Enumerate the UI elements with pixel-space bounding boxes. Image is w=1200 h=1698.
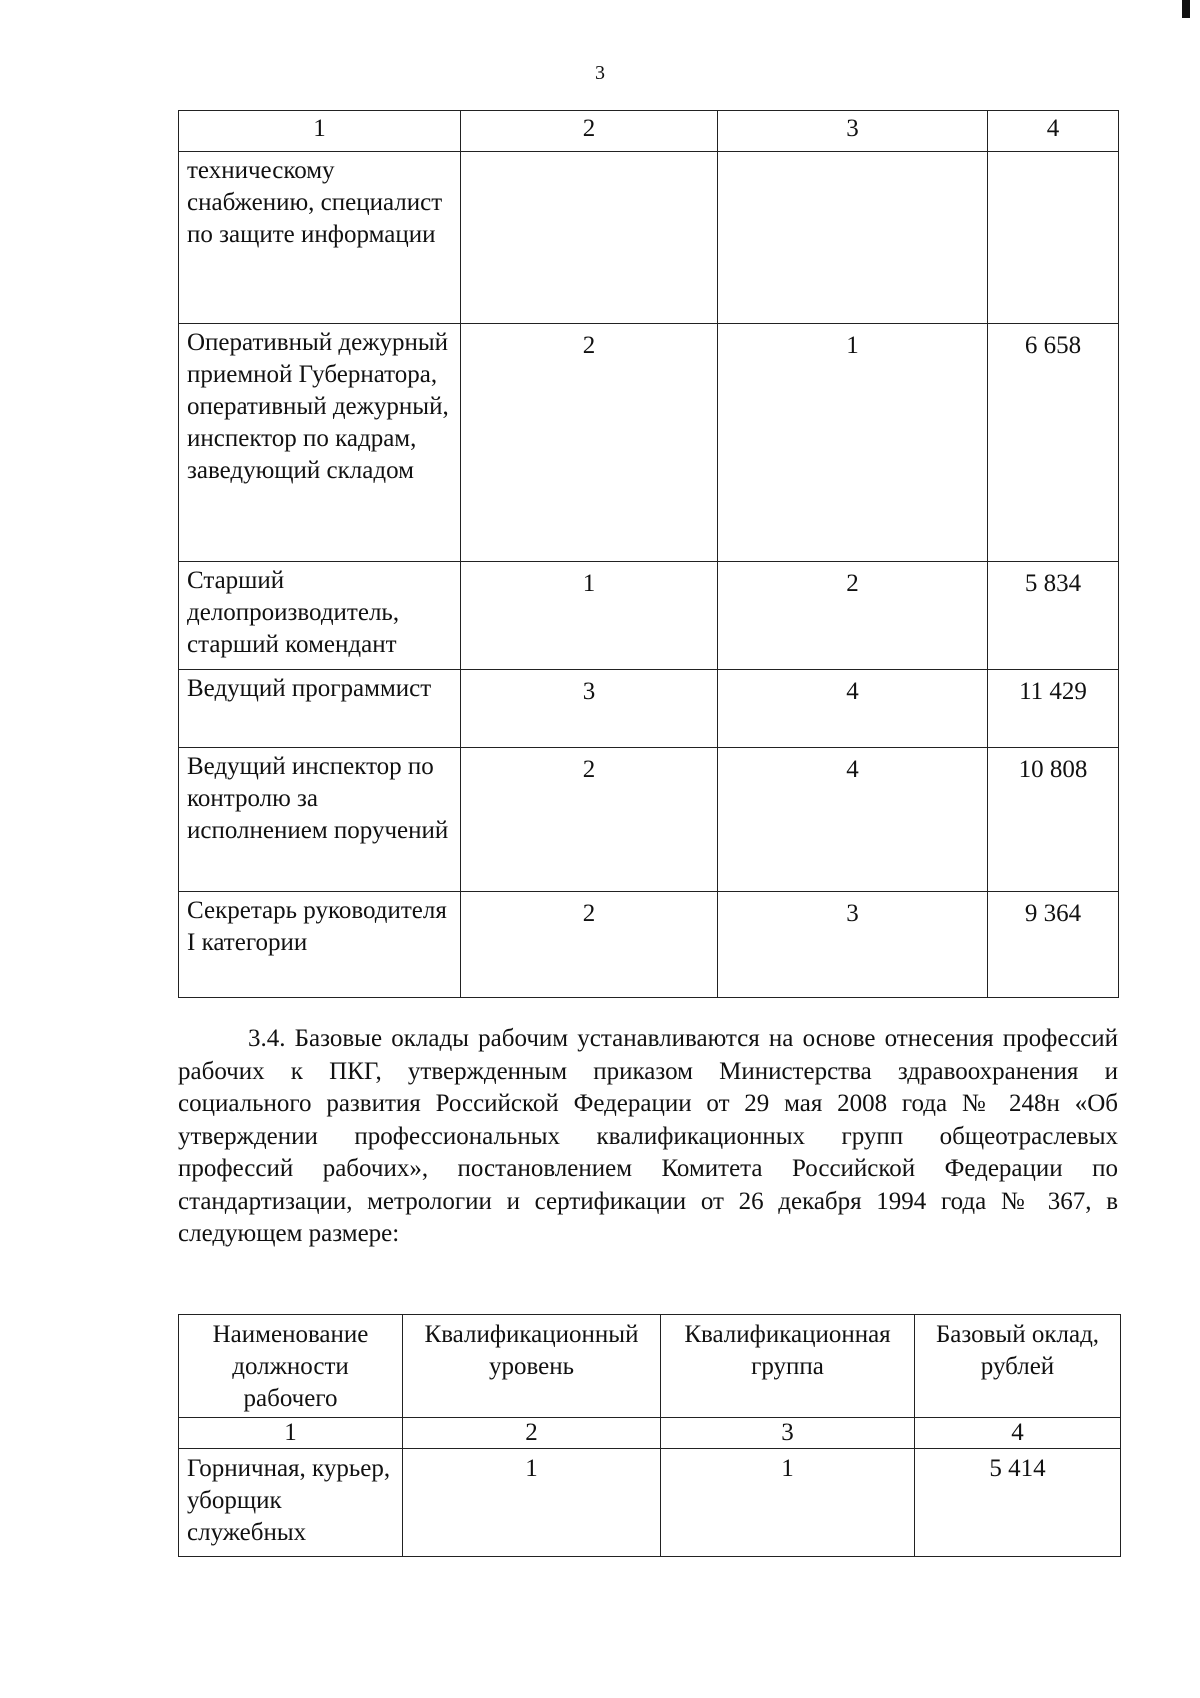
column-number-1: 1 xyxy=(179,111,461,152)
position-name: Секретарь руководителя I категории xyxy=(179,892,461,998)
table-row xyxy=(179,670,1119,748)
column-number-3: 3 xyxy=(718,111,988,152)
position-name: Ведущий инспектор по контролю за исполнением поручений xyxy=(179,748,461,892)
column-number-4: 4 xyxy=(915,1418,1121,1449)
qualification-level: 1 xyxy=(403,1449,661,1557)
table-header xyxy=(179,1315,1121,1418)
header-qualification-group: Квалификационная группа xyxy=(661,1315,915,1418)
salary-table-continued xyxy=(178,110,1119,998)
section-3-4-paragraph: 3.4. Базовые оклады рабочим устанавливаются на основе отнесения профессий рабочих к ПКГ, утвержденным приказом Министерства здравоохранения и социального развития Российской Федерации от 29 мая 2008 года № 248н «Об утверждении профессиональных квалификационных групп общеотраслевых профессий рабочих», постановлением Комитета Российской Федерации по стандартизации, метрологии и сертификации от 26 декабря 1994 года № 367, в следующем размере: xyxy=(178,1025,1118,1247)
base-salary: 10 808 xyxy=(988,748,1119,892)
position-name: Оперативный дежурный приемной Губернатора, оперативный дежурный, инспектор по кадрам, заведующий складом xyxy=(179,324,461,562)
table-row xyxy=(179,562,1119,670)
table-row xyxy=(179,1449,1121,1557)
header-qualification-level: Квалификационный уровень xyxy=(403,1315,661,1418)
qualification-group: 3 xyxy=(718,892,988,998)
column-number-2: 2 xyxy=(403,1418,661,1449)
table-row xyxy=(179,892,1119,998)
base-salary xyxy=(988,152,1119,324)
qualification-group: 2 xyxy=(718,562,988,670)
position-name: Горничная, курьер, уборщик служебных xyxy=(179,1449,403,1557)
qualification-group: 4 xyxy=(718,748,988,892)
table-row xyxy=(179,152,1119,324)
qualification-level xyxy=(461,152,718,324)
base-salary: 11 429 xyxy=(988,670,1119,748)
table-row xyxy=(179,324,1119,562)
qualification-level: 2 xyxy=(461,324,718,562)
column-number-3: 3 xyxy=(661,1418,915,1449)
qualification-group: 1 xyxy=(661,1449,915,1557)
qualification-level: 2 xyxy=(461,892,718,998)
base-salary: 5 414 xyxy=(915,1449,1121,1557)
worker-salary-table xyxy=(178,1314,1121,1557)
table-header-numbers xyxy=(179,1418,1121,1449)
base-salary: 9 364 xyxy=(988,892,1119,998)
qualification-level: 2 xyxy=(461,748,718,892)
position-name: Ведущий программист xyxy=(179,670,461,748)
base-salary: 5 834 xyxy=(988,562,1119,670)
qualification-level: 3 xyxy=(461,670,718,748)
column-number-2: 2 xyxy=(461,111,718,152)
position-name: техническому снабжению, специалист по защите информации xyxy=(179,152,461,324)
page-number: 3 xyxy=(595,62,605,84)
table-row xyxy=(179,748,1119,892)
qualification-group xyxy=(718,152,988,324)
column-number-4: 4 xyxy=(988,111,1119,152)
table-header-numbers xyxy=(179,111,1119,152)
qualification-group: 1 xyxy=(718,324,988,562)
header-base-salary: Базовый оклад, рублей xyxy=(915,1315,1121,1418)
column-number-1: 1 xyxy=(179,1418,403,1449)
scan-edge-mark xyxy=(1182,0,1190,18)
header-position-name: Наименование должности рабочего xyxy=(179,1315,403,1418)
position-name: Старший делопроизводитель, старший комендант xyxy=(179,562,461,670)
qualification-level: 1 xyxy=(461,562,718,670)
base-salary: 6 658 xyxy=(988,324,1119,562)
qualification-group: 4 xyxy=(718,670,988,748)
